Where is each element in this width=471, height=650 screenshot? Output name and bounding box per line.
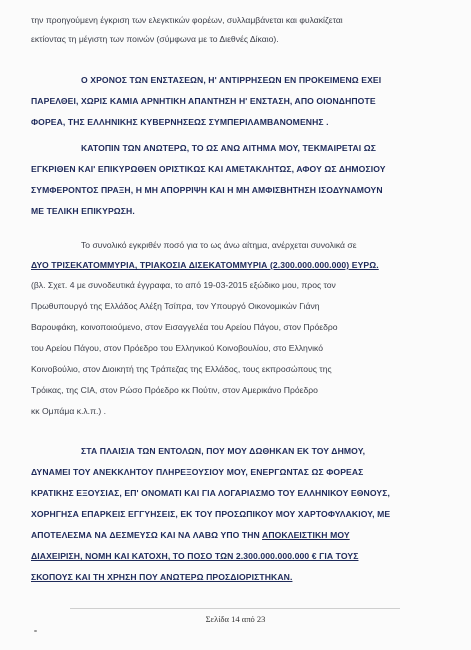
amount-heading: ΔΥΟ ΤΡΙΣΕΚΑΤΟΜΜΥΡΙΑ, ΤΡΙΑΚΟΣΙΑ ΔΙΣΕΚΑΤΟΜΜΥΡΙΑ (2.300.000.000.000) ΕΥΡΩ. — [31, 260, 379, 270]
scan-mark — [34, 630, 37, 632]
body-text-line: Πρωθυπουργό της Ελλάδος Αλέξη Τσίπρα, τον Υπουργό Οικονομικών Γιάνη — [31, 301, 320, 311]
bold-text-line: ΕΓΚΡΙΘΕΝ ΚΑΙ' ΕΠΙΚΥΡΩΘΕΝ ΟΡΙΣΤΙΚΩΣ ΚΑΙ ΑΜΕΤΑΚΛΗΤΩΣ, ΑΦΟΥ ΩΣ ΔΗΜΟΣΙΟΥ — [31, 164, 386, 174]
body-text-line: κκ Ομπάμα κ.λ.π.) . — [31, 406, 107, 416]
body-text-line: την προηγούμενη έγκριση των ελεγκτικών φορέων, συλλαμβάνεται και φυλακίζεται — [31, 15, 343, 25]
body-text-line: Τρόικας, της CIA, στον Ρώσο Πρόεδρο κκ Πούτιν, στον Αμερικάνο Πρόεδρο — [31, 385, 318, 395]
bold-text-line: ΠΑΡΕΛΘΕΙ, ΧΩΡΙΣ ΚΑΜΙΑ ΑΡΝΗΤΙΚΗ ΑΠΑΝΤΗΣΗ Η' ΕΝΣΤΑΣΗ, ΑΠΟ ΟΙΟΝΔΗΠΟΤΕ — [31, 96, 376, 106]
bold-text-line: ΚΑΤΟΠΙΝ ΤΩΝ ΑΝΩΤΕΡΩ, ΤΟ ΩΣ ΑΝΩ ΑΙΤΗΜΑ ΜΟΥ, ΤΕΚΜΑΙΡΕΤΑΙ ΩΣ — [81, 143, 376, 153]
bold-text-line — [31, 528, 350, 542]
footer-divider — [70, 608, 400, 609]
bold-text-line: ΦΟΡΕΑ, ΤΗΣ ΕΛΛΗΝΙΚΗΣ ΚΥΒΕΡΝΗΣΕΩΣ ΣΥΜΠΕΡΙΛΑΜΒΑΝΟΜΕΝΗΣ . — [31, 117, 329, 127]
bold-text-line: ΔΥΝΑΜΕΙ ΤΟΥ ΑΝΕΚΚΛΗΤΟΥ ΠΛΗΡΕΞΟΥΣΙΟΥ ΜΟΥ, ΕΝΕΡΓΩΝΤΑΣ ΩΣ ΦΟΡΕΑΣ — [31, 467, 364, 477]
underlined-text-segment: ΑΠΟΚΛΕΙΣΤΙΚΗ ΜΟΥ — [262, 530, 350, 540]
underlined-text-line: ΔΙΑΧΕΙΡΙΣΗ, ΝΟΜΗ ΚΑΙ ΚΑΤΟΧΗ, ΤΟ ΠΟΣΟ ΤΩΝ 2.300.000.000.000 € ΓΙΑ ΤΟΥΣ — [31, 551, 359, 561]
bold-text-segment: ΑΠΟΤΕΛΕΣΜΑ ΝΑ ΔΕΣΜΕΥΣΩ ΚΑΙ ΝΑ ΛΑΒΩ ΥΠΟ ΤΗΝ — [31, 530, 263, 540]
body-text-line: εκτίοντας τη μέγιστη των ποινών (σύμφωνα με το Διεθνές Δίκαιο). — [31, 34, 279, 44]
bold-text-line: ΜΕ ΤΕΛΙΚΗ ΕΠΙΚΥΡΩΣΗ. — [31, 206, 135, 216]
bold-text-line: Ο ΧΡΟΝΟΣ ΤΩΝ ΕΝΣΤΑΣΕΩΝ, Η' ΑΝΤΙΡΡΗΣΕΩΝ ΕΝ ΠΡΟΚΕΙΜΕΝΩ ΕΧΕΙ — [81, 75, 382, 85]
body-text-line: Βαρουφάκη, κοινοποιούμενο, στον Εισαγγελέα του Αρείου Πάγου, στον Πρόεδρο — [31, 322, 338, 332]
body-text-line: (βλ. Σχετ. 4 με συνοδευτικά έγγραφα, το από 19-03-2015 εξώδικο μου, προς τον — [31, 280, 336, 290]
bold-text-line: ΧΟΡΗΓΗΣΑ ΕΠΑΡΚΕΙΣ ΕΓΓΥΗΣΕΙΣ, ΕΚ ΤΟΥ ΠΡΟΣΩΠΙΚΟΥ ΜΟΥ ΧΑΡΤΟΦΥΛΑΚΙΟΥ, ΜΕ — [31, 509, 391, 519]
body-text-line: Το συνολικό εγκριθέν ποσό για το ως άνω αίτημα, ανέρχεται συνολικά σε — [81, 240, 357, 250]
bold-text-line: ΣΤΑ ΠΛΑΙΣΙΑ ΤΩΝ ΕΝΤΟΛΩΝ, ΠΟΥ ΜΟΥ ΔΩΘΗΚΑΝ ΕΚ ΤΟΥ ΔΗΜΟΥ, — [81, 446, 366, 456]
bold-text-line: ΣΥΜΦΕΡΟΝΤΟΣ ΠΡΑΞΗ, Η ΜΗ ΑΠΟΡΡΙΨΗ ΚΑΙ Η ΜΗ ΑΜΦΙΣΒΗΤΗΣΗ ΙΣΟΔΥΝΑΜΟΥΝ — [31, 185, 383, 195]
bold-text-line: ΚΡΑΤΙΚΗΣ ΕΞΟΥΣΙΑΣ, ΕΠ' ΟΝΟΜΑΤΙ ΚΑΙ ΓΙΑ ΛΟΓΑΡΙΑΣΜΟ ΤΟΥ ΕΛΛΗΝΙΚΟΥ ΕΘΝΟΥΣ, — [31, 488, 390, 498]
underlined-text-line: ΣΚΟΠΟΥΣ ΚΑΙ ΤΗ ΧΡΗΣΗ ΠΟΥ ΑΝΩΤΕΡΩ ΠΡΟΣΔΙΟΡΙΣΤΗΚΑΝ. — [31, 572, 293, 582]
body-text-line: του Αρείου Πάγου, στον Πρόεδρο του Ελληνικού Κοινοβουλίου, στο Ελληνικό — [31, 343, 324, 353]
page-number-footer: Σελίδα 14 από 23 — [205, 614, 266, 624]
body-text-line: Κοινοβούλιο, στον Διοικητή της Τράπεζας της Ελλάδος, τους εκπροσώπους της — [31, 364, 332, 374]
